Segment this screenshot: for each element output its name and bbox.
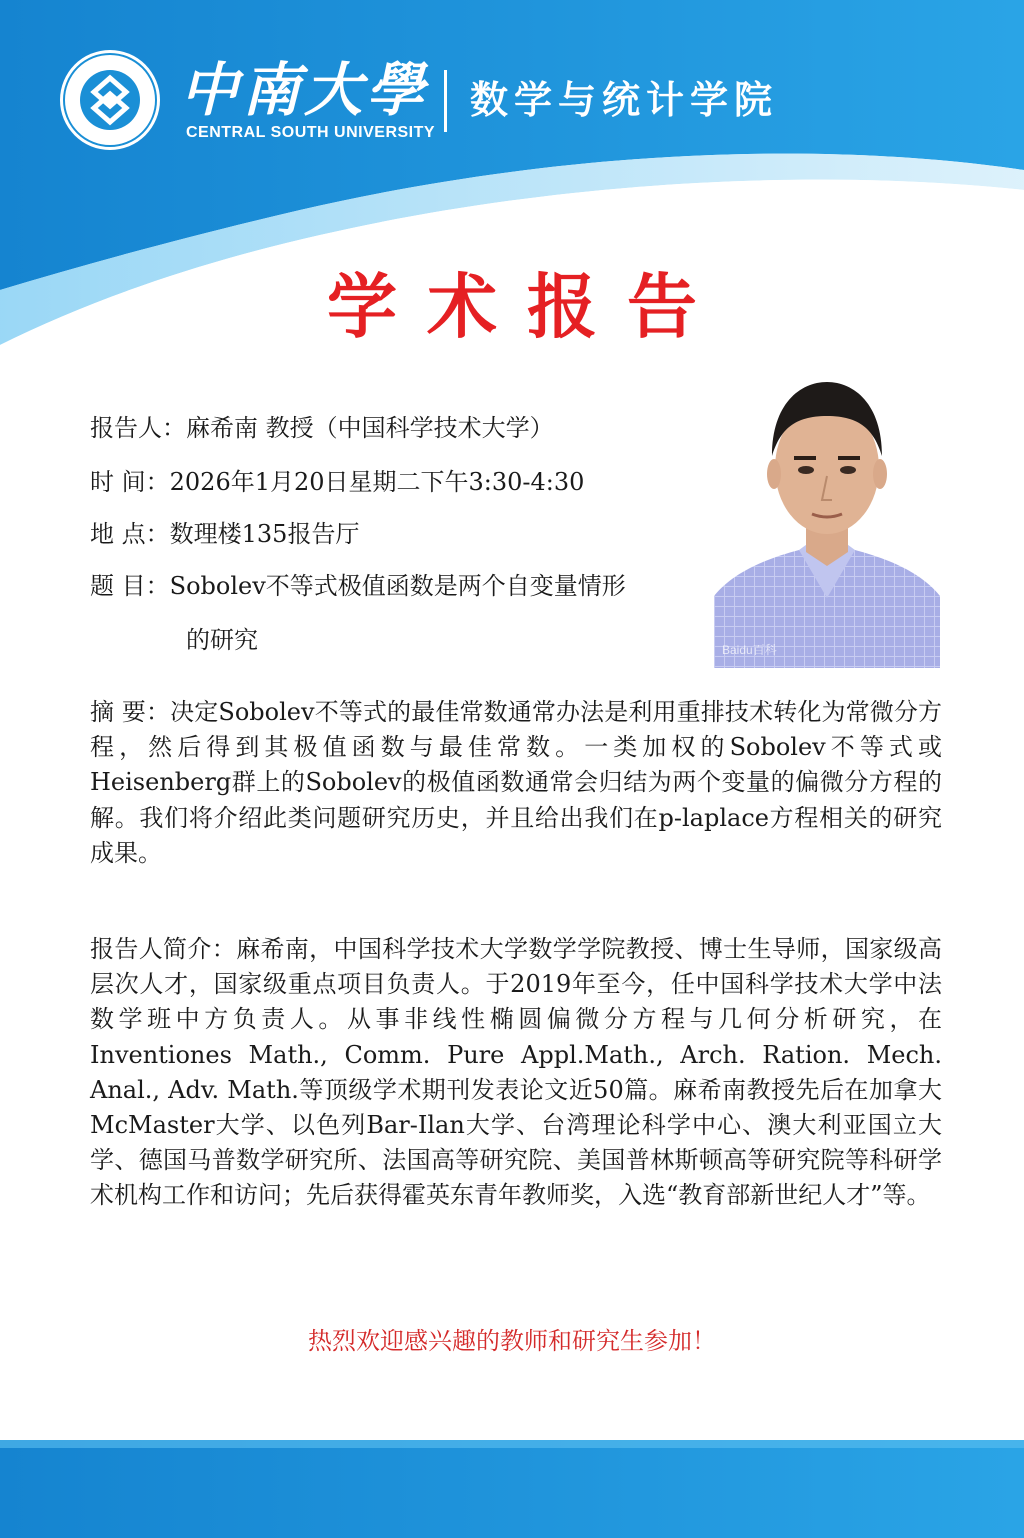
topic-row: [90, 570, 626, 602]
time-value: 2026年1月20日星期二下午3:30-4:30: [169, 468, 585, 496]
place-value: 数理楼135报告厅: [169, 520, 360, 548]
photo-watermark: Baidu百科: [722, 643, 777, 657]
speaker-photo: [714, 366, 940, 668]
abstract-text: 决定Sobolev不等式的最佳常数通常办法是利用重排技术转化为常微分方程，然后得到其极值函数与最佳常数。一类加权的Sobolev不等式或Heisenberg群上的Sobolev的极值函数通常会归结为两个变量的偏微分方程的解。我们将介绍此类问题研究历史，并且给出我们在p-laplace方程相关的研究成果。: [90, 698, 942, 867]
footer-banner: [0, 1440, 1024, 1538]
abstract-paragraph: [90, 695, 942, 871]
place-label: 地 点：: [90, 520, 170, 548]
bio-label: 报告人简介：: [90, 935, 237, 963]
topic-value-line2: 的研究: [186, 626, 258, 654]
speaker-value: 麻希南 教授（中国科学技术大学）: [186, 414, 554, 442]
speaker-label: 报告人：: [90, 414, 186, 442]
abstract-label: 摘 要：: [90, 698, 171, 726]
place-row: [90, 518, 359, 550]
speaker-row: [90, 412, 554, 444]
university-logo: [58, 48, 162, 152]
topic-label: 题 目：: [90, 572, 170, 600]
page-title: 学术报告: [327, 266, 727, 348]
time-row: [90, 466, 584, 498]
college-name: 数学与统计学院: [470, 78, 779, 122]
university-seal-icon: [58, 48, 162, 152]
welcome-message: 热烈欢迎感兴趣的教师和研究生参加！: [308, 1327, 716, 1355]
bio-paragraph: [90, 932, 942, 1214]
university-name-cn: 中南大學: [180, 56, 429, 124]
time-label: 时 间：: [90, 468, 170, 496]
university-name-en: CENTRAL SOUTH UNIVERSITY: [186, 124, 436, 141]
bio-text: 麻希南，中国科学技术大学数学学院教授、博士生导师，国家级高层次人才，国家级重点项目负责人。于2019年至今，任中国科学技术大学中法数学班中方负责人。从事非线性椭圆偏微分方程与几何分析研究，在Inventiones Math., Comm. Pure Appl.Math., Arch. Ration. Mech. Anal., Adv. Math.等顶级学术期刊发表论文近50篇。麻希南教授先后在加拿大McMaster大学、以色列Bar-Ilan大学、台湾理论科学中心、澳大利亚国立大学、德国马普数学研究所、法国高等研究院、美国普林斯顿高等研究院等科研学术机构工作和访问；先后获得霍英东青年教师奖，入选“教育部新世纪人才”等。: [90, 935, 943, 1210]
topic-value-line1: Sobolev不等式极值函数是两个自变量情形: [169, 572, 626, 600]
header-divider: [444, 70, 447, 132]
